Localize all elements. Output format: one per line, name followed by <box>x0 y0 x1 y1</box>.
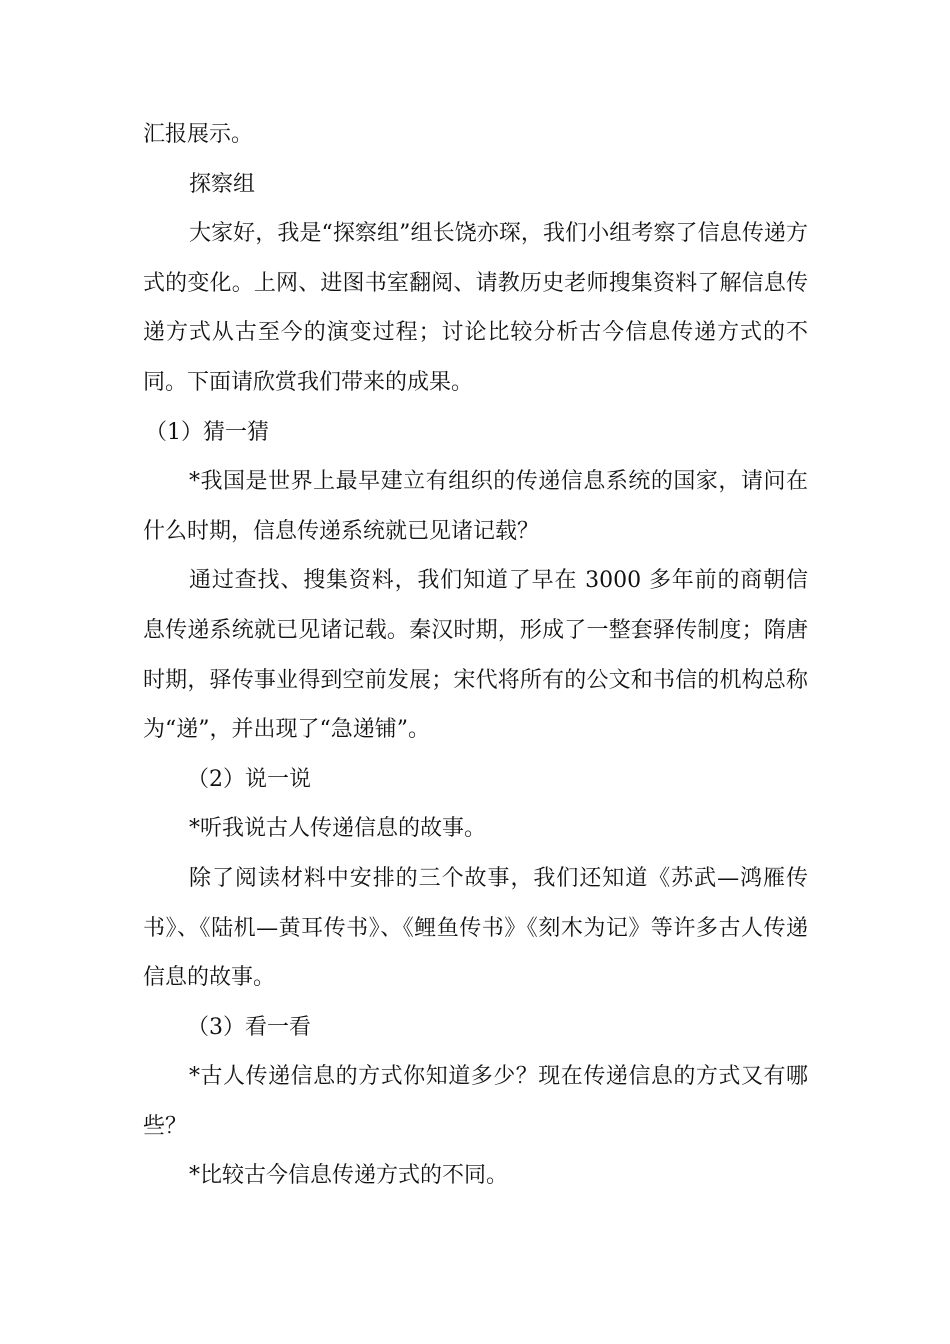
paragraph: *比较古今信息传递方式的不同。 <box>189 1163 509 1189</box>
section-heading: 探察组 <box>189 171 256 197</box>
document-body <box>143 110 808 1201</box>
subsection-heading: （1）猜一猜 <box>145 419 269 445</box>
paragraph: 除了阅读材料中安排的三个故事，我们还知道《苏武—鸿雁传书》、《陆机—黄耳传书》、《鲤鱼传书》《刻木为记》等许多古人传递信息的故事。 <box>143 865 808 991</box>
paragraph: 大家好，我是“探察组”组长饶亦琛，我们小组考察了信息传递方式的变化。上网、进图书室翻阅、请教历史老师搜集资料了解信息传递方式从古至今的演变过程；讨论比较分析古今信息传递方式的不同。下面请欣赏我们带来的成果。 <box>143 221 808 395</box>
subsection-heading: （2）说一说 <box>187 766 311 792</box>
paragraph: *我国是世界上最早建立有组织的传递信息系统的国家，请问在什么时期，信息传递系统就已见诸记载？ <box>143 469 808 544</box>
paragraph: 通过查找、搜集资料，我们知道了早在 3000 多年前的商朝信息传递系统就已见诸记载。秦汉时期，形成了一整套驿传制度；隋唐时期，驿传事业得到空前发展；宋代将所有的公文和书信的机构总称为“递”，并出现了“急递铺”。 <box>143 568 808 743</box>
paragraph: *听我说古人传递信息的故事。 <box>189 816 487 842</box>
paragraph: 汇报展示。 <box>143 122 254 147</box>
paragraph: *古人传递信息的方式你知道多少？现在传递信息的方式又有哪些？ <box>143 1064 808 1139</box>
subsection-heading: （3）看一看 <box>187 1014 311 1040</box>
